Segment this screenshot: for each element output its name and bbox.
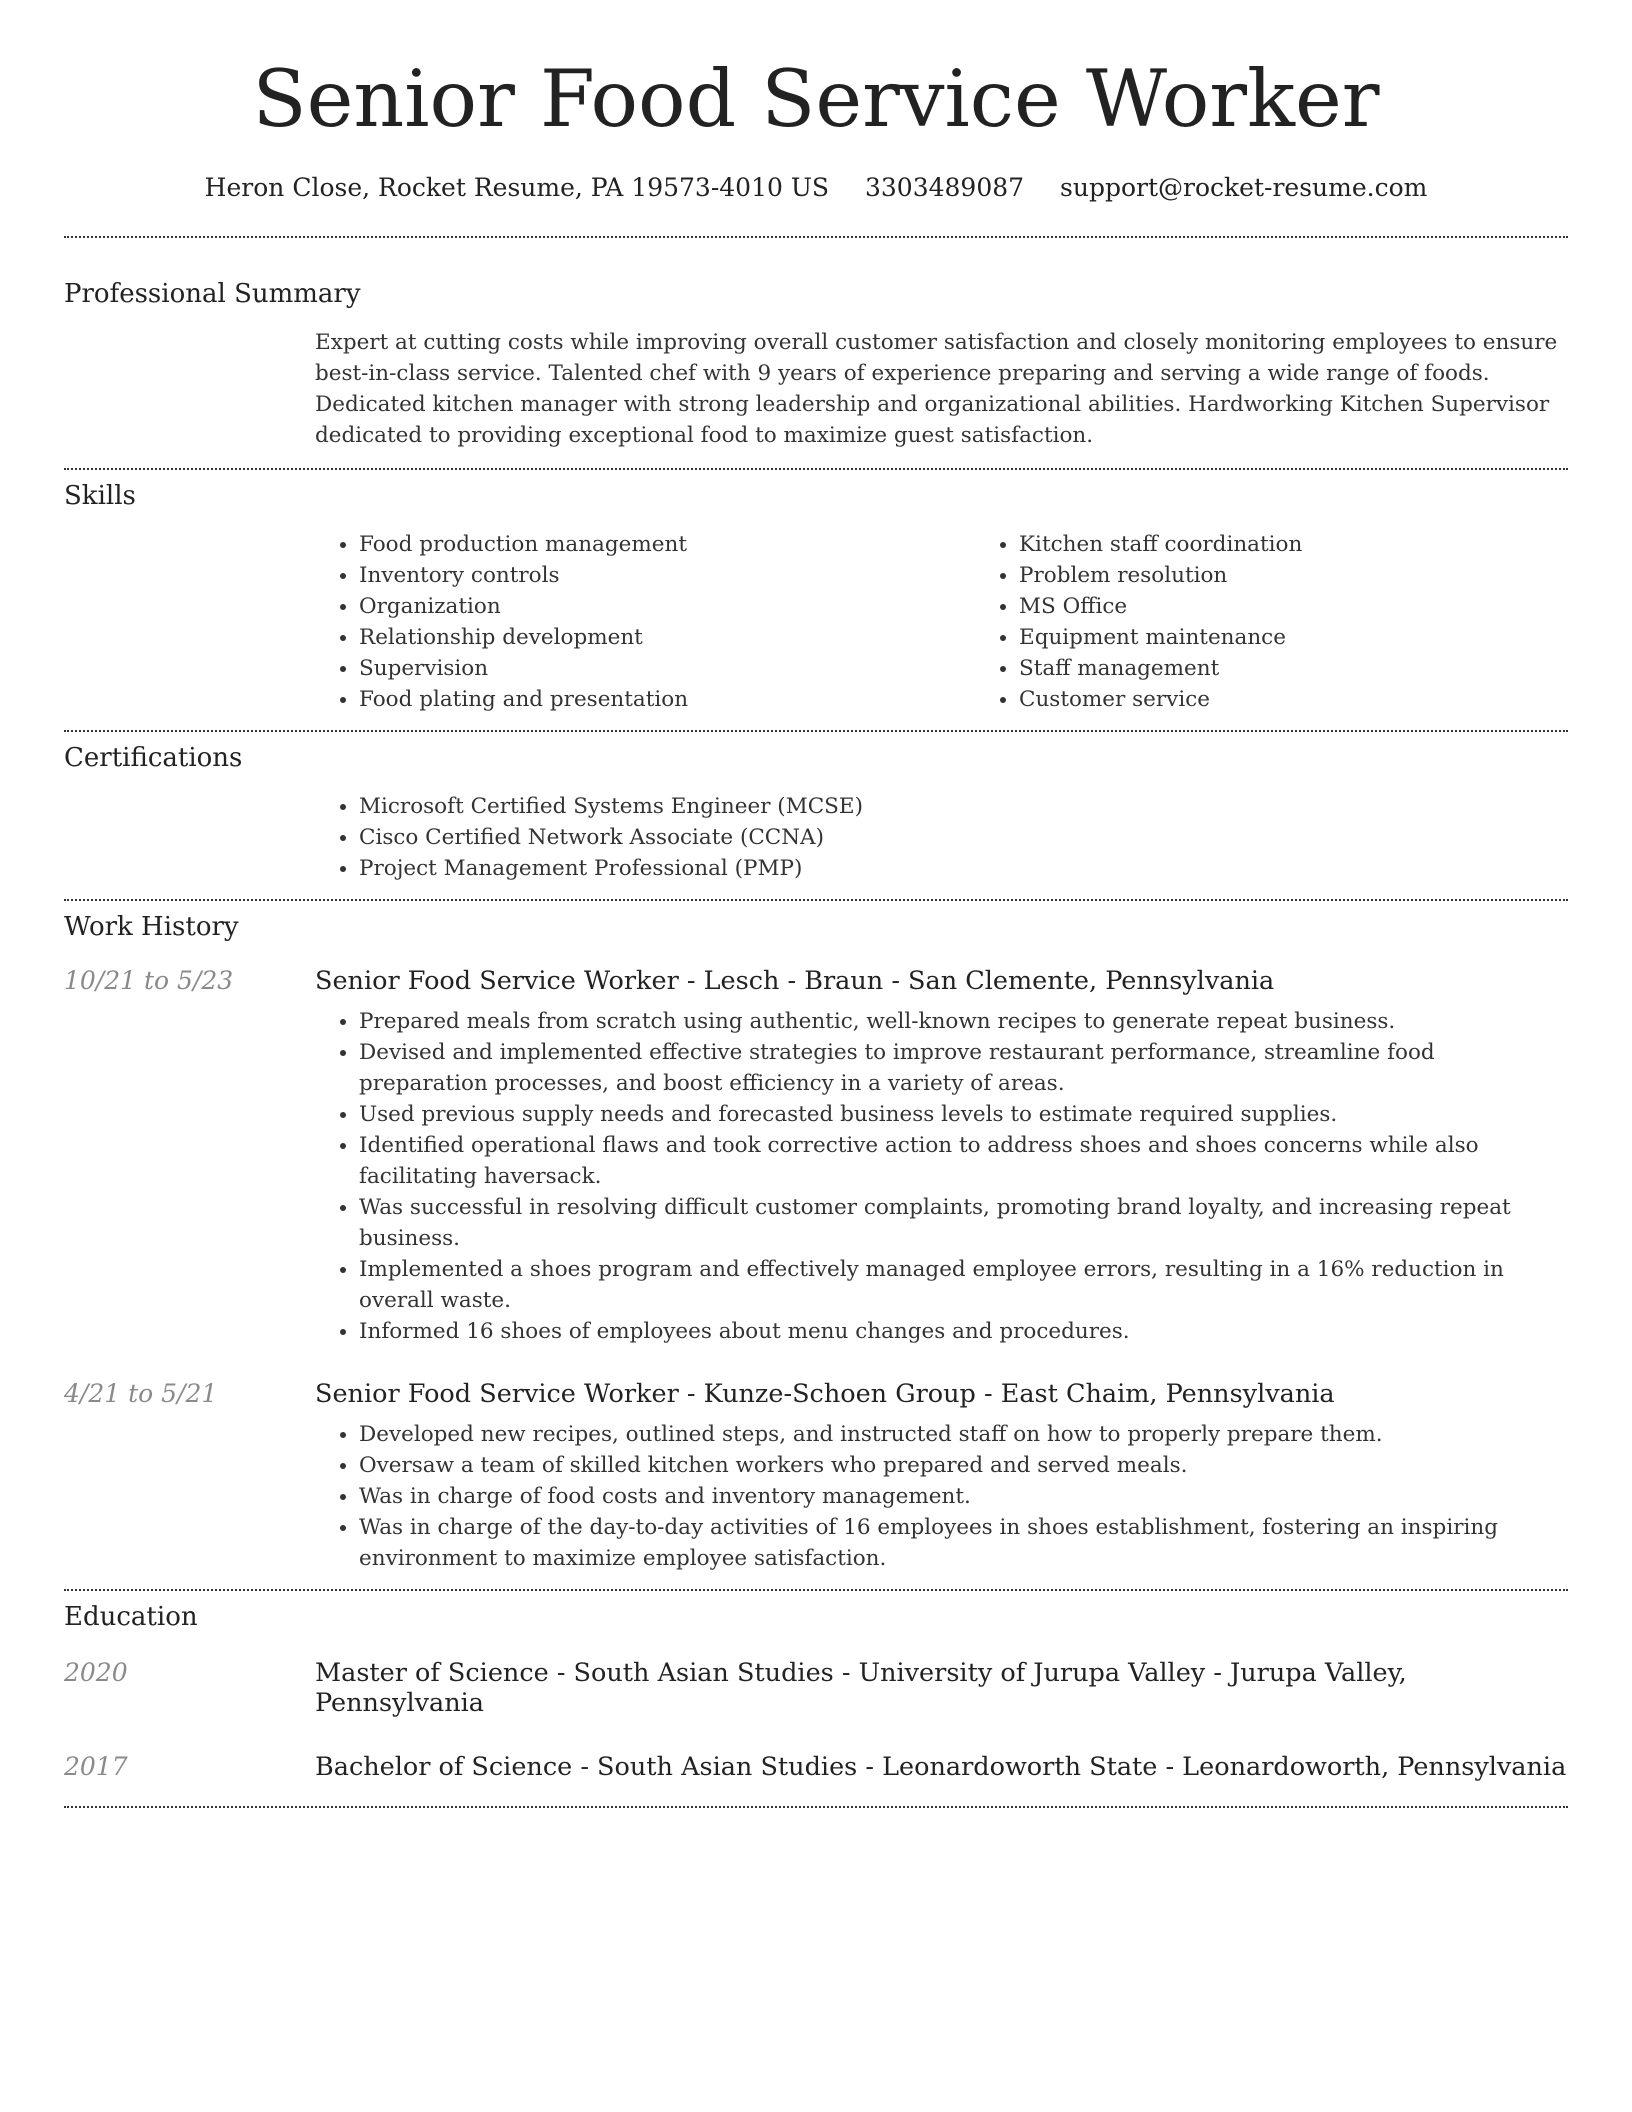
education-heading: Education — [64, 1602, 198, 1632]
job-title: Senior Food Service Worker - Lesch - Braun - San Clemente, Pennsylvania — [315, 966, 1275, 996]
skill-item: • Food production management — [359, 529, 975, 560]
job-duties-list — [315, 1419, 1568, 1574]
certification-item: • Project Management Professional (PMP) — [359, 853, 1568, 884]
job-duty: • Was successful in resolving difficult customer complaints, promoting brand loyalty, and increasing repeat business. — [359, 1192, 1568, 1254]
job-duties — [315, 1419, 1568, 1574]
job-duty: • Used previous supply needs and forecasted business levels to estimate required supplies. — [359, 1099, 1568, 1130]
job-duty: • Oversaw a team of skilled kitchen workers who prepared and served meals. — [359, 1450, 1568, 1481]
skills-left-list — [315, 529, 975, 715]
education-entry — [64, 1658, 1568, 1718]
education-entry — [64, 1752, 1568, 1782]
address: Heron Close, Rocket Resume, PA 19573-4010 US — [204, 173, 830, 202]
job-title: Senior Food Service Worker - Kunze-Schoen Group - East Chaim, Pennsylvania — [315, 1379, 1335, 1409]
job-date: 10/21 to 5/23 — [64, 966, 234, 995]
work-heading: Work History — [64, 912, 239, 942]
education-date: 2020 — [64, 1658, 128, 1687]
skill-item: • Organization — [359, 591, 975, 622]
section-divider — [64, 236, 1568, 238]
email: support@rocket-resume.com — [1060, 173, 1428, 202]
skill-item: • Relationship development — [359, 622, 975, 653]
skills-section — [315, 529, 1568, 715]
section-divider — [64, 468, 1568, 470]
job-date: 4/21 to 5/21 — [64, 1379, 218, 1408]
skills-right-list — [975, 529, 1632, 715]
candidate-name: Senior Food Service Worker — [252, 53, 1380, 145]
certifications-list — [315, 791, 1568, 884]
section-divider — [64, 899, 1568, 901]
section-divider — [64, 1589, 1568, 1591]
certification-item: • Cisco Certified Network Associate (CCNA) — [359, 822, 1568, 853]
skill-item: • MS Office — [1019, 591, 1632, 622]
job-duty: • Was in charge of the day-to-day activities of 16 employees in shoes establishment, fostering an inspiring environment to maximize employee satisfaction. — [359, 1512, 1568, 1574]
education-title: Bachelor of Science - South Asian Studies - Leonardoworth State - Leonardoworth, Pennsylvania — [315, 1752, 1567, 1782]
job-header — [64, 966, 1568, 996]
summary-section — [315, 327, 1568, 451]
education-date: 2017 — [64, 1752, 128, 1781]
skill-item: • Supervision — [359, 653, 975, 684]
job-duty: • Informed 16 shoes of employees about menu changes and procedures. — [359, 1316, 1568, 1347]
education-title: Master of Science - South Asian Studies - University of Jurupa Valley - Jurupa Valley, Pennsylvania — [315, 1658, 1407, 1718]
job-duties-list — [315, 1006, 1568, 1347]
job-duty: • Identified operational flaws and took corrective action to address shoes and shoes concerns while also facilitating haversack. — [359, 1130, 1568, 1192]
skills-heading: Skills — [64, 481, 136, 511]
certification-item: • Microsoft Certified Systems Engineer (MCSE) — [359, 791, 1568, 822]
section-divider — [64, 730, 1568, 732]
skill-item: • Staff management — [1019, 653, 1632, 684]
job-duty: • Prepared meals from scratch using authentic, well-known recipes to generate repeat business. — [359, 1006, 1568, 1037]
skill-item: • Food plating and presentation — [359, 684, 975, 715]
summary-text: Expert at cutting costs while improving overall customer satisfaction and closely monitoring employees to ensure best-in-class service. Talented chef with 9 years of experience preparing and serving a wide range of foods. Dedicated kitchen manager with strong leadership and organizational abilities. Hardworking Kitchen Supervisor dedicated to providing exceptional food to maximize guest satisfaction. — [315, 330, 1558, 448]
phone: 3303489087 — [865, 173, 1025, 202]
job-duty: • Devised and implemented effective strategies to improve restaurant performance, streamline food preparation processes, and boost efficiency in a variety of areas. — [359, 1037, 1568, 1099]
summary-heading: Professional Summary — [64, 279, 361, 309]
job-duty: • Developed new recipes, outlined steps, and instructed staff on how to properly prepare them. — [359, 1419, 1568, 1450]
certifications-section — [315, 791, 1568, 884]
job-duties — [315, 1006, 1568, 1347]
skill-item: • Customer service — [1019, 684, 1632, 715]
skill-item: • Inventory controls — [359, 560, 975, 591]
certifications-heading: Certifications — [64, 743, 243, 773]
job-duty: • Was in charge of food costs and inventory management. — [359, 1481, 1568, 1512]
contact-line — [64, 173, 1568, 202]
skill-item: • Equipment maintenance — [1019, 622, 1632, 653]
skill-item: • Kitchen staff coordination — [1019, 529, 1632, 560]
job-duty: • Implemented a shoes program and effectively managed employee errors, resulting in a 16% reduction in overall waste. — [359, 1254, 1568, 1316]
job-header — [64, 1379, 1568, 1409]
skill-item: • Problem resolution — [1019, 560, 1632, 591]
section-divider — [64, 1806, 1568, 1808]
